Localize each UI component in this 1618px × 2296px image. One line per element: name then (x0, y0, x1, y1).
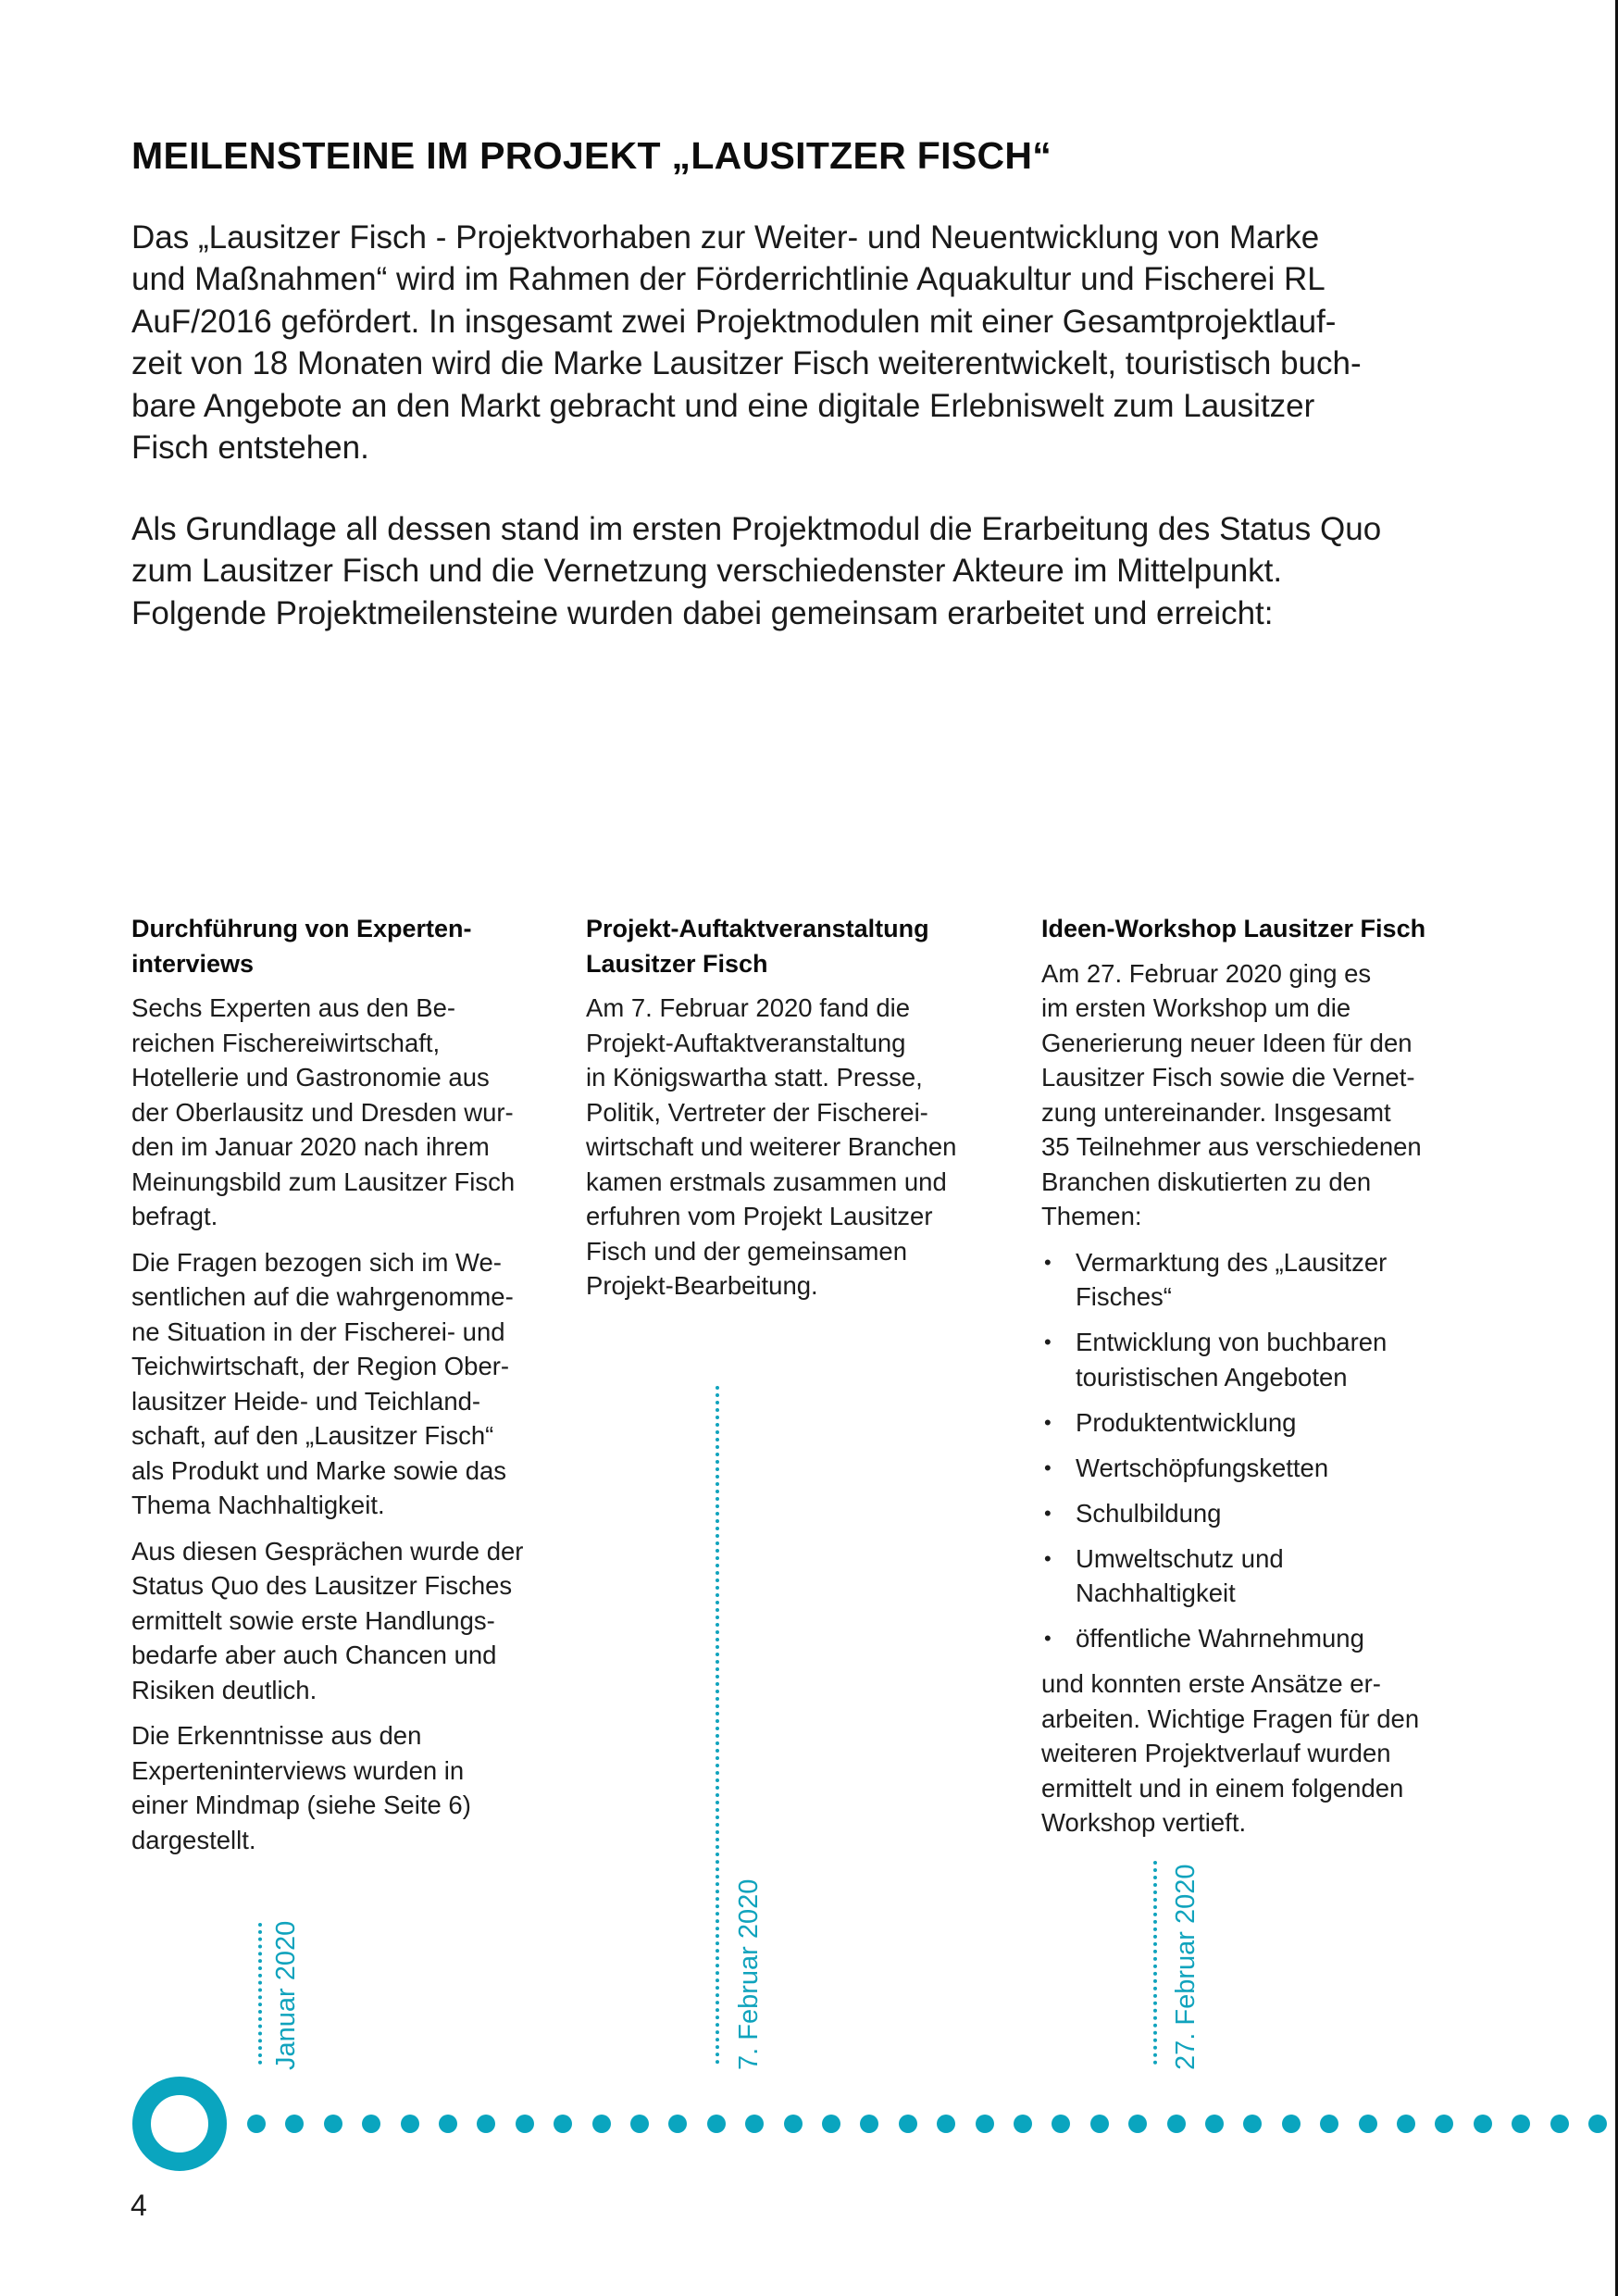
timeline-marker-line-januar (258, 1923, 262, 2065)
timeline-dotted-line (247, 2115, 1618, 2133)
text-line: Lausitzer Fisch sowie die Vernet- (1041, 1063, 1415, 1092)
text-line: Thema Nachhaltigkeit. (131, 1491, 385, 1519)
text-line: touristischen Angeboten (1076, 1362, 1348, 1391)
timeline-dot-icon (247, 2115, 266, 2133)
intro-line: Folgende Projektmeilensteine wurden dabei gemeinsam erarbeitet und erreicht: (131, 594, 1274, 631)
timeline-dot-icon (1588, 2115, 1607, 2133)
timeline-dot-icon (784, 2115, 803, 2133)
text-line: Politik, Vertreter der Fischerei- (586, 1097, 928, 1127)
timeline-dot-icon (668, 2115, 687, 2133)
text-line: ne Situation in der Fischerei- und (131, 1316, 505, 1346)
text-line: Projekt-Bearbeitung. (586, 1271, 818, 1300)
text-line: reichen Fischereiwirtschaft, (131, 1028, 441, 1057)
milestone-heading (1041, 912, 1467, 947)
timeline-dot-icon (1167, 2115, 1186, 2133)
timeline-dot-icon (1090, 2115, 1109, 2133)
intro-line: AuF/2016 gefördert. In insgesamt zwei Projektmodulen mit einer Gesamtprojektlauf- (131, 303, 1337, 340)
page-title: MEILENSTEINE IM PROJEKT „LAUSITZER FISCH“ (131, 134, 1052, 177)
timeline-dot-icon (1550, 2115, 1569, 2133)
topic-item (1041, 1496, 1467, 1531)
timeline-dot-icon (1243, 2115, 1262, 2133)
timeline-dot-icon (1052, 2115, 1070, 2133)
timeline-dot-icon (630, 2115, 649, 2133)
intro-line: zum Lausitzer Fisch und die Vernetzung verschiedenster Akteure im Mittelpunkt. (131, 553, 1283, 590)
text-line: Fisch und der gemeinsamen (586, 1236, 907, 1266)
milestone-ideas-workshop (1041, 912, 1467, 1852)
text-line: Die Fragen bezogen sich im We- (131, 1247, 502, 1277)
timeline-dot-icon (1282, 2115, 1301, 2133)
timeline-dot-icon (401, 2115, 419, 2133)
timeline-dot-icon (1205, 2115, 1224, 2133)
timeline-dot-icon (1128, 2115, 1147, 2133)
bullet-icon: • (1044, 1455, 1052, 1479)
timeline-dot-icon (1435, 2115, 1453, 2133)
milestone-heading (131, 912, 557, 981)
text-line: Vermarktung des „Lausitzer (1076, 1247, 1388, 1277)
bullet-icon: • (1044, 1627, 1052, 1650)
timeline-dot-icon (324, 2115, 342, 2133)
intro-line: Als Grundlage all dessen stand im ersten Projektmodul die Erarbeitung des Status Quo (131, 511, 1382, 547)
timeline-dot-icon (1359, 2115, 1377, 2133)
milestone-kickoff-event (586, 912, 1012, 1315)
text-line: Generierung neuer Ideen für den (1041, 1028, 1413, 1057)
text-line: Aus diesen Gesprächen wurde der (131, 1536, 524, 1566)
text-line: Am 27. Februar 2020 ging es (1041, 958, 1372, 988)
bullet-icon: • (1044, 1410, 1052, 1434)
text-line: 35 Teilnehmer aus verschiedenen (1041, 1132, 1422, 1161)
timeline-dot-icon (976, 2115, 994, 2133)
text-line: Nachhaltigkeit (1076, 1578, 1236, 1607)
milestone-paragraph (131, 1534, 557, 1708)
topic-item (1041, 1621, 1467, 1656)
text-line: Umweltschutz und (1076, 1543, 1284, 1573)
text-line: Teichwirtschaft, der Region Ober- (131, 1352, 510, 1380)
milestone-paragraph (131, 1718, 557, 1857)
intro-paragraph-2 (131, 508, 1483, 634)
topic-item (1041, 1541, 1467, 1611)
bullet-icon: • (1044, 1330, 1052, 1354)
text-line: Schulbildung (1076, 1498, 1222, 1528)
timeline-date-7-februar: 7. Februar 2020 (734, 1878, 764, 2070)
text-line: im ersten Workshop um die (1041, 993, 1351, 1022)
text-line: kamen erstmals zusammen und (586, 1167, 947, 1196)
text-line: Themen: (1041, 1202, 1142, 1230)
text-line: Wertschöpfungsketten (1076, 1453, 1329, 1482)
timeline-start-ring-icon (132, 2077, 227, 2171)
text-line: schaft, auf den „Lausitzer Fisch“ (131, 1421, 494, 1450)
text-line: Produktentwicklung (1076, 1407, 1297, 1437)
timeline-date-januar: Januar 2020 (271, 1920, 301, 2070)
text-line: Status Quo des Lausitzer Fisches (131, 1571, 513, 1600)
text-line: weiteren Projektverlauf wurden (1041, 1739, 1391, 1767)
text-line: ermittelt sowie erste Handlungs- (131, 1605, 495, 1635)
text-line: den im Januar 2020 nach ihrem (131, 1132, 490, 1161)
text-line: dargestellt. (131, 1825, 256, 1854)
text-line: befragt. (131, 1202, 218, 1230)
timeline-dot-icon (707, 2115, 726, 2133)
page-number: 4 (131, 2189, 147, 2222)
timeline-dot-icon (439, 2115, 457, 2133)
text-line: der Oberlausitz und Dresden wur- (131, 1097, 514, 1127)
text-line: bedarfe aber auch Chancen und (131, 1641, 497, 1669)
topic-item (1041, 1451, 1467, 1486)
intro-line: Das „Lausitzer Fisch - Projektvorhaben zur Weiter- und Neuentwicklung von Marke (131, 219, 1320, 256)
timeline-dot-icon (592, 2115, 611, 2133)
timeline-dot-icon (554, 2115, 572, 2133)
text-line: ermittelt und in einem folgenden (1041, 1773, 1404, 1803)
topic-item (1041, 1325, 1467, 1394)
timeline-dot-icon (516, 2115, 534, 2133)
timeline-dot-icon (937, 2115, 955, 2133)
text-line: erfuhren vom Projekt Lausitzer (586, 1202, 933, 1230)
bullet-icon: • (1044, 1250, 1052, 1274)
milestone-heading (586, 912, 1012, 981)
text-line: Risiken deutlich. (131, 1675, 317, 1704)
intro-line: und Maßnahmen“ wird im Rahmen der Förderrichtlinie Aquakultur und Fischerei RL (131, 261, 1326, 298)
timeline-dot-icon (1014, 2115, 1032, 2133)
text-line: wirtschaft und weiterer Branchen (586, 1132, 957, 1161)
timeline-date-27-februar: 27. Februar 2020 (1171, 1864, 1201, 2070)
timeline-dot-icon (1320, 2115, 1338, 2133)
text-line: Fisches“ (1076, 1282, 1172, 1311)
text-line: Am 7. Februar 2020 fand die (586, 993, 911, 1022)
heading-line: Ideen-Workshop Lausitzer Fisch (1041, 915, 1426, 942)
timeline-dot-icon (285, 2115, 304, 2133)
timeline-dot-icon (1512, 2115, 1530, 2133)
timeline-dot-icon (822, 2115, 840, 2133)
timeline-dot-icon (860, 2115, 878, 2133)
timeline-dot-icon (362, 2115, 380, 2133)
intro-line: Fisch entstehen. (131, 430, 369, 467)
timeline-marker-line-7-februar (716, 1386, 719, 2065)
text-line: Meinungsbild zum Lausitzer Fisch (131, 1167, 516, 1196)
text-line: Die Erkenntnisse aus den (131, 1721, 422, 1750)
bullet-icon: • (1044, 1501, 1052, 1525)
heading-line: Durchführung von Experten- (131, 915, 472, 942)
text-line: Branchen diskutierten zu den (1041, 1167, 1372, 1196)
timeline-dot-icon (1397, 2115, 1415, 2133)
milestone-paragraph (1041, 1666, 1467, 1841)
timeline-dot-icon (745, 2115, 764, 2133)
heading-line: Projekt-Auftaktveranstaltung (586, 915, 929, 942)
text-line: lausitzer Heide- und Teichland- (131, 1386, 481, 1416)
text-line: zung untereinander. Insgesamt (1041, 1097, 1391, 1127)
text-line: einer Mindmap (siehe Seite 6) (131, 1791, 471, 1819)
text-line: Projekt-Auftaktveranstaltung (586, 1028, 906, 1057)
topic-list (1041, 1245, 1467, 1656)
milestone-paragraph (131, 991, 557, 1234)
text-line: Experteninterviews wurden in (131, 1755, 465, 1785)
milestone-paragraph (131, 1245, 557, 1523)
text-line: Sechs Experten aus den Be- (131, 993, 456, 1022)
topic-item (1041, 1245, 1467, 1315)
timeline-dot-icon (477, 2115, 495, 2133)
text-line: Hotellerie und Gastronomie aus (131, 1063, 490, 1092)
text-line: arbeiten. Wichtige Fragen für den (1041, 1703, 1420, 1733)
text-line: Entwicklung von buchbaren (1076, 1328, 1388, 1356)
text-line: sentlichen auf die wahrgenomme- (131, 1282, 514, 1311)
milestone-paragraph (586, 991, 1012, 1304)
topic-item (1041, 1405, 1467, 1441)
timeline-dot-icon (899, 2115, 917, 2133)
heading-line: Lausitzer Fisch (586, 949, 768, 978)
intro-line: bare Angebote an den Markt gebracht und eine digitale Erlebniswelt zum Lausitzer (131, 387, 1315, 424)
bullet-icon: • (1044, 1546, 1052, 1570)
text-line: als Produkt und Marke sowie das (131, 1455, 507, 1485)
timeline-marker-line-27-februar (1153, 1861, 1157, 2065)
intro-paragraph-1 (131, 217, 1483, 468)
text-line: öffentliche Wahrnehmung (1076, 1624, 1364, 1653)
milestone-expert-interviews (131, 912, 557, 1868)
milestone-paragraph (1041, 956, 1467, 1234)
text-line: in Königswartha statt. Presse, (586, 1063, 923, 1092)
text-line: Workshop vertieft. (1041, 1808, 1247, 1837)
text-line: und konnten erste Ansätze er- (1041, 1669, 1381, 1698)
heading-line: interviews (131, 949, 255, 978)
intro-line: zeit von 18 Monaten wird die Marke Lausitzer Fisch weiterentwickelt, touristisch buch- (131, 345, 1362, 382)
timeline-dot-icon (1474, 2115, 1492, 2133)
